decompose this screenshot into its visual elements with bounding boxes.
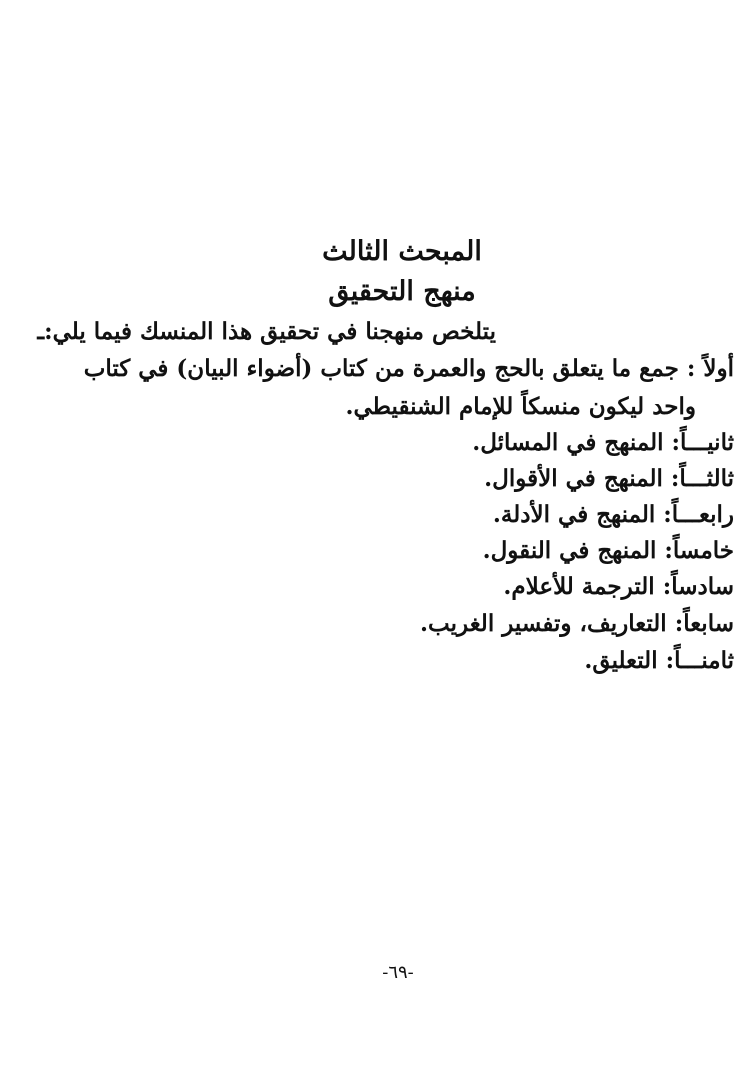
list-item-7 xyxy=(420,610,734,637)
list-item-1 xyxy=(84,355,734,382)
item-text: : المنهج في المسائل. xyxy=(472,429,681,456)
item-label: ثانيـــاً xyxy=(680,429,734,456)
item-label: رابعـــاً xyxy=(671,501,734,528)
item-text: : التعاريف، وتفسير الغريب. xyxy=(420,610,684,637)
list-item-6 xyxy=(503,573,734,600)
item-text: : جمع ما يتعلق بالحج والعمرة من كتاب (أضواء البيان) في كتاب xyxy=(83,355,704,382)
item-text: : المنهج في النقول. xyxy=(482,537,673,564)
intro-paragraph: يتلخص منهجنا في تحقيق هذا المنسك فيما يلي:ـ xyxy=(37,318,496,345)
list-item-3 xyxy=(484,465,734,492)
list-item-4 xyxy=(493,501,734,528)
section-subtitle: منهج التحقيق xyxy=(328,276,476,307)
list-item-1-continuation: واحد ليكون منسكاً للإمام الشنقيطي. xyxy=(345,393,696,420)
list-item-8 xyxy=(584,647,734,674)
item-label: ثالثـــاً xyxy=(679,465,734,492)
item-label: أولاً xyxy=(703,355,734,382)
item-text: : المنهج في الأقوال. xyxy=(484,465,680,492)
item-text: : التعليق. xyxy=(584,647,675,674)
item-label: ثامنـــاً xyxy=(674,647,734,674)
item-label: سابعاً xyxy=(683,610,734,637)
item-text: : الترجمة للأعلام. xyxy=(503,573,672,600)
section-title: المبحث الثالث xyxy=(322,236,482,267)
list-item-5 xyxy=(483,537,734,564)
list-item-2 xyxy=(472,429,734,456)
page-number: -٦٩- xyxy=(382,962,414,983)
item-text: : المنهج في الأدلة. xyxy=(492,501,672,528)
item-label: سادساً xyxy=(671,573,734,600)
item-label: خامساً xyxy=(672,537,734,564)
